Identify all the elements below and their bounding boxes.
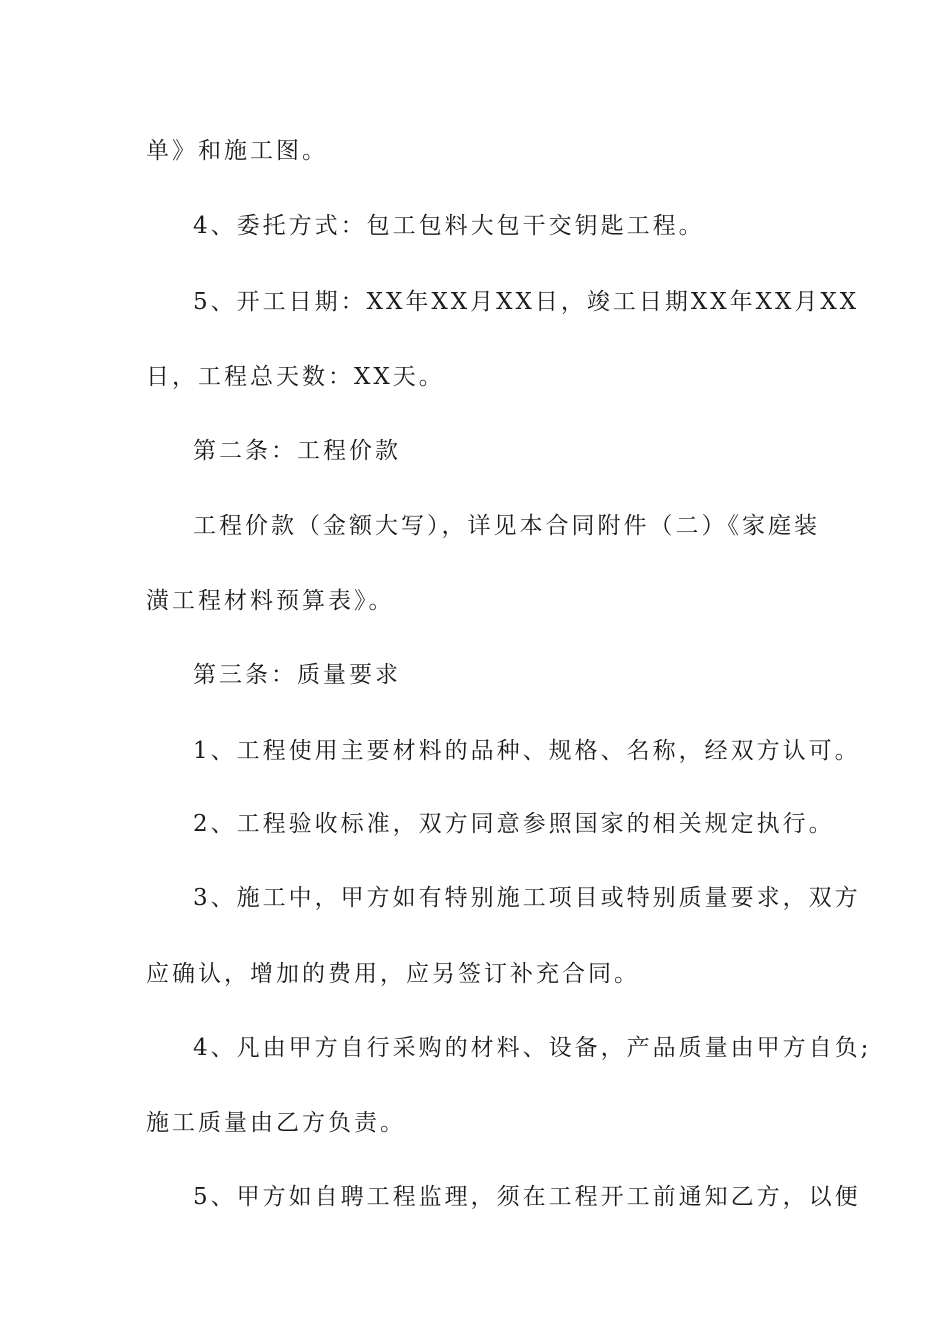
text-line-14: 施工质量由乙方负责。 bbox=[146, 1110, 406, 1136]
text-line-6: 工程价款（金额大写），详见本合同附件（二）《家庭装 bbox=[193, 513, 820, 539]
text-line-9: 1、工程使用主要材料的品种、规格、名称，经双方认可。 bbox=[193, 738, 861, 764]
text-line-2: 4、委托方式：包工包料大包干交钥匙工程。 bbox=[193, 213, 705, 239]
text-line-12: 应确认，增加的费用，应另签订补充合同。 bbox=[146, 961, 640, 987]
text-line-3: 5、开工日期：XX年XX月XX日，竣工日期XX年XX月XX bbox=[193, 289, 860, 315]
section-heading-3: 第三条：质量要求 bbox=[193, 662, 401, 688]
section-heading-2: 第二条：工程价款 bbox=[193, 438, 401, 464]
text-line-11: 3、施工中，甲方如有特别施工项目或特别质量要求，双方 bbox=[193, 885, 861, 911]
text-line-4: 日，工程总天数：XX天。 bbox=[146, 364, 445, 390]
text-line-7: 潢工程材料预算表》。 bbox=[146, 588, 395, 614]
text-line-13: 4、凡由甲方自行采购的材料、设备，产品质量由甲方自负; bbox=[193, 1035, 872, 1061]
text-line-10: 2、工程验收标准，双方同意参照国家的相关规定执行。 bbox=[193, 811, 835, 837]
text-line-15: 5、甲方如自聘工程监理，须在工程开工前通知乙方，以便 bbox=[193, 1184, 861, 1210]
text-line-1: 单》和施工图。 bbox=[146, 138, 328, 164]
